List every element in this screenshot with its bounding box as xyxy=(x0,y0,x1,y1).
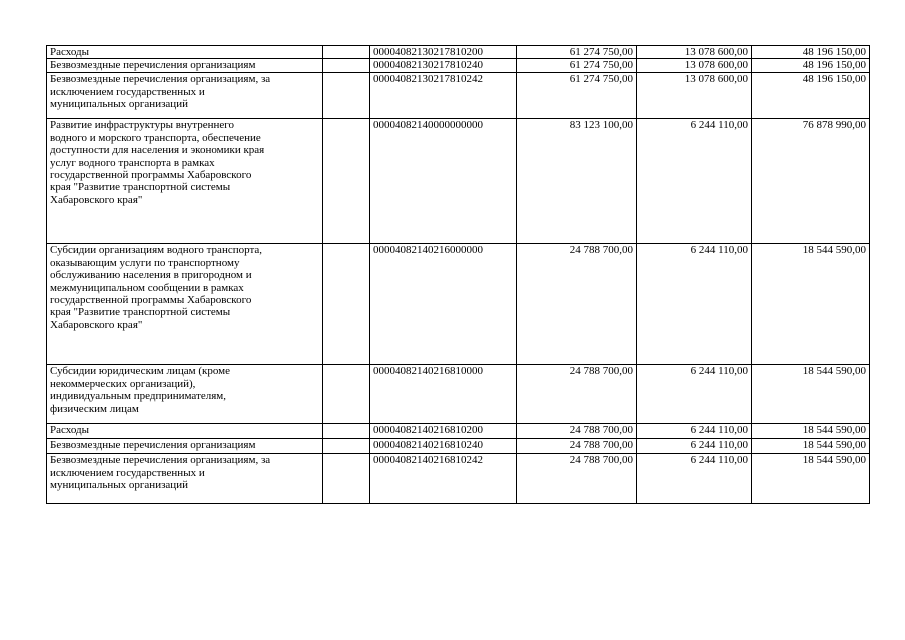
row-value-2: 6 244 110,00 xyxy=(637,439,752,454)
table-row xyxy=(47,244,870,365)
row-value-1: 24 788 700,00 xyxy=(517,244,637,365)
row-value-1: 61 274 750,00 xyxy=(517,73,637,119)
row-value-2: 6 244 110,00 xyxy=(637,244,752,365)
row-name: Субсидии организациям водного транспорта, оказывающим услуги по транспортному обслуживанию населения в пригородном и межмуниципальном сообщении в рамках государственной программы Хабаровского края "Развитие транспортной системы Хабаровского края" xyxy=(47,244,323,365)
row-value-3: 48 196 150,00 xyxy=(752,46,870,59)
row-code: 00004082140216810000 xyxy=(370,365,517,424)
row-code: 00004082140216810240 xyxy=(370,439,517,454)
row-value-3: 18 544 590,00 xyxy=(752,424,870,439)
row-value-1: 24 788 700,00 xyxy=(517,365,637,424)
row-code: 00004082140216810200 xyxy=(370,424,517,439)
row-value-1: 61 274 750,00 xyxy=(517,46,637,59)
table-row xyxy=(47,73,870,119)
table-row xyxy=(47,424,870,439)
row-value-2: 13 078 600,00 xyxy=(637,59,752,73)
empty-cell xyxy=(323,46,370,59)
row-code: 00004082130217810200 xyxy=(370,46,517,59)
row-value-3: 18 544 590,00 xyxy=(752,454,870,504)
row-value-1: 24 788 700,00 xyxy=(517,439,637,454)
row-code: 00004082140216810242 xyxy=(370,454,517,504)
row-value-2: 6 244 110,00 xyxy=(637,424,752,439)
table-row xyxy=(47,439,870,454)
table-row xyxy=(47,46,870,59)
row-value-3: 76 878 990,00 xyxy=(752,119,870,244)
row-name: Безвозмездные перечисления организациям, за исключением государственных и муниципальных организаций xyxy=(47,454,323,504)
row-name: Расходы xyxy=(47,424,323,439)
table-row xyxy=(47,119,870,244)
row-value-2: 13 078 600,00 xyxy=(637,73,752,119)
row-value-1: 24 788 700,00 xyxy=(517,454,637,504)
row-value-1: 83 123 100,00 xyxy=(517,119,637,244)
empty-cell xyxy=(323,59,370,73)
empty-cell xyxy=(323,439,370,454)
empty-cell xyxy=(323,244,370,365)
row-name: Расходы xyxy=(47,46,323,59)
row-value-1: 61 274 750,00 xyxy=(517,59,637,73)
table-row xyxy=(47,59,870,73)
row-value-2: 6 244 110,00 xyxy=(637,119,752,244)
empty-cell xyxy=(323,424,370,439)
table-row xyxy=(47,365,870,424)
budget-table xyxy=(46,45,870,504)
row-value-3: 18 544 590,00 xyxy=(752,244,870,365)
row-name: Безвозмездные перечисления организациям xyxy=(47,59,323,73)
row-name: Субсидии юридическим лицам (кроме некоммерческих организаций), индивидуальным предпринимателям, физическим лицам xyxy=(47,365,323,424)
row-code: 00004082140216000000 xyxy=(370,244,517,365)
row-code: 00004082130217810240 xyxy=(370,59,517,73)
row-value-2: 6 244 110,00 xyxy=(637,454,752,504)
row-value-2: 6 244 110,00 xyxy=(637,365,752,424)
row-name: Развитие инфраструктуры внутреннего водного и морского транспорта, обеспечение доступности для населения и экономики края услуг водного транспорта в рамках государственной программы Хабаровского края "Развитие транспортной системы Хабаровского края" xyxy=(47,119,323,244)
row-name: Безвозмездные перечисления организациям, за исключением государственных и муниципальных организаций xyxy=(47,73,323,119)
row-code: 00004082140000000000 xyxy=(370,119,517,244)
row-value-2: 13 078 600,00 xyxy=(637,46,752,59)
empty-cell xyxy=(323,119,370,244)
row-code: 00004082130217810242 xyxy=(370,73,517,119)
row-value-3: 18 544 590,00 xyxy=(752,365,870,424)
empty-cell xyxy=(323,454,370,504)
row-value-1: 24 788 700,00 xyxy=(517,424,637,439)
row-value-3: 48 196 150,00 xyxy=(752,73,870,119)
empty-cell xyxy=(323,365,370,424)
row-name: Безвозмездные перечисления организациям xyxy=(47,439,323,454)
row-value-3: 48 196 150,00 xyxy=(752,59,870,73)
table-row xyxy=(47,454,870,504)
empty-cell xyxy=(323,73,370,119)
row-value-3: 18 544 590,00 xyxy=(752,439,870,454)
